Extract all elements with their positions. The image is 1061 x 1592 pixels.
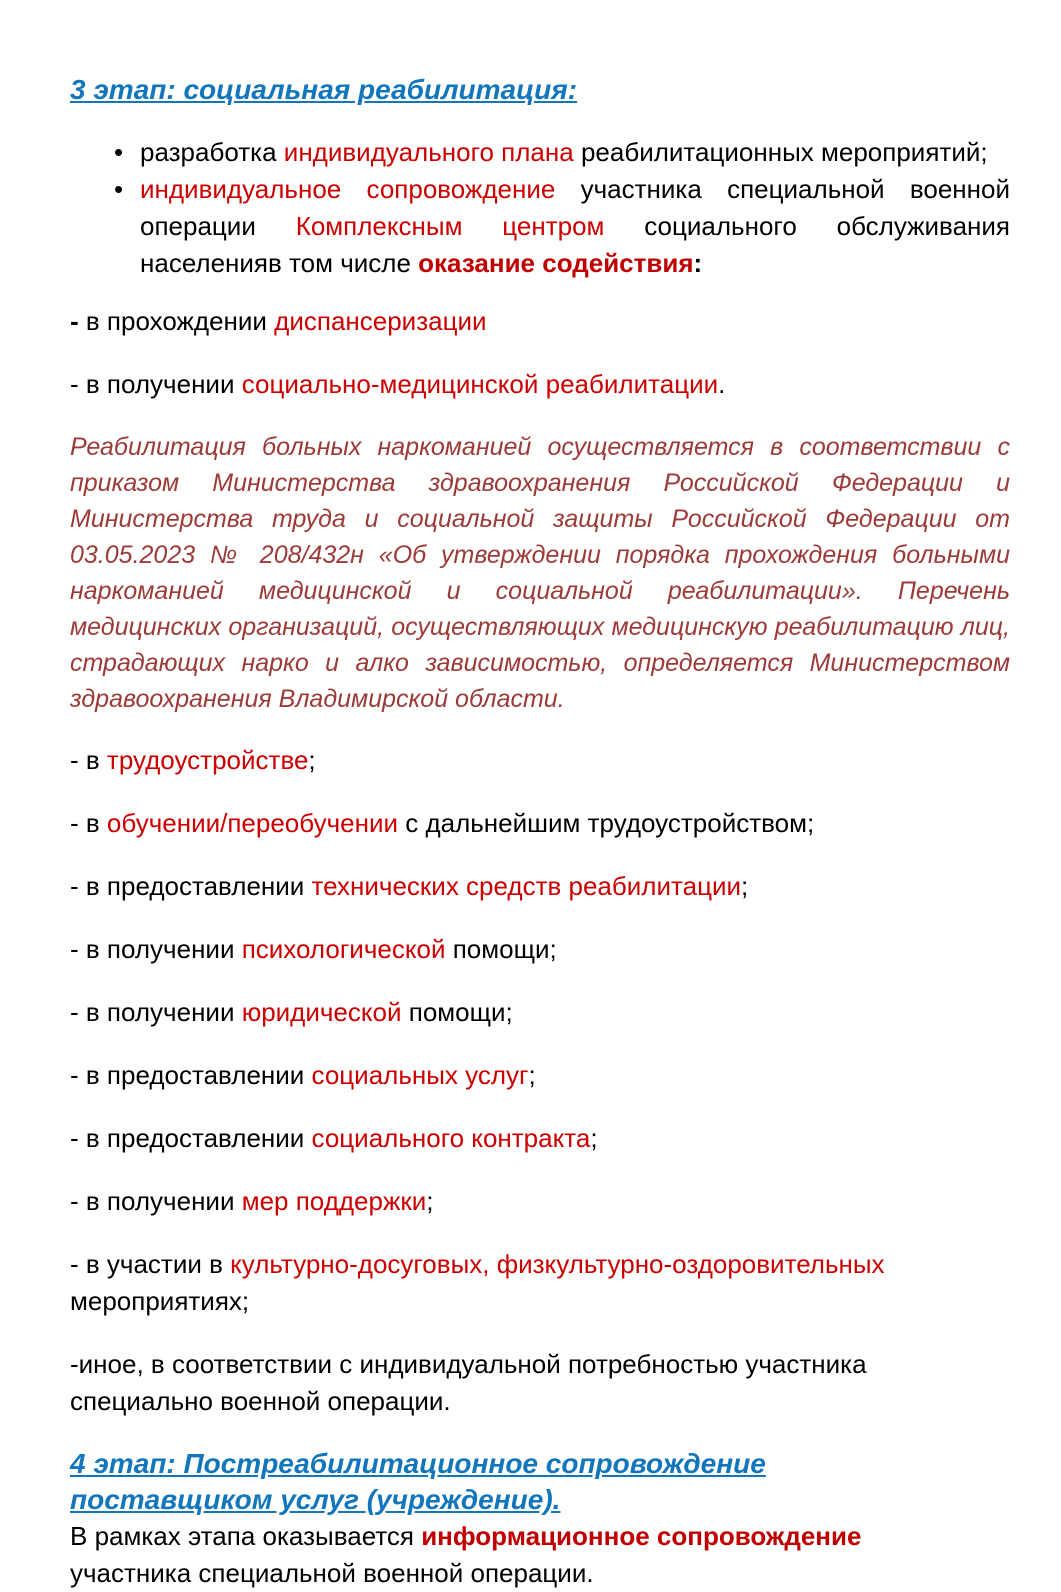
highlight-red: обучении/переобучении (106, 808, 398, 838)
dash-text: . (718, 369, 726, 399)
highlight-red: социально-медицинской реабилитации (241, 369, 719, 399)
dash-item (70, 994, 1010, 1031)
dash-text: ; (528, 1060, 536, 1090)
dash-text: - в предоставлении (70, 1060, 312, 1090)
bullet-text: участника специальной военной операции (140, 174, 1010, 241)
highlight-red: мер поддержки (241, 1186, 427, 1216)
bullet-icon: • (114, 137, 124, 167)
dash-text: помощи; (401, 997, 513, 1027)
highlight-red: социальных услуг (311, 1060, 529, 1090)
dash-text: - в (70, 808, 107, 838)
dash-item (70, 868, 1010, 905)
dash-item (70, 805, 1010, 842)
dash-text: ; (308, 745, 316, 775)
bullet-text: : (693, 248, 703, 278)
dash-item (70, 931, 1010, 968)
dash-text: мероприятиях; (70, 1286, 250, 1316)
bullet-item-plan (70, 134, 1010, 171)
note-paragraph: Реабилитация больных наркоманией осуществляется в соответствии с приказом Министерства здравоохранения Российской Федерации и Министерства труда и социальной защиты Российской Федерации от 03.05.2023 № 208/432н «Об утверждении порядка прохождения больными наркоманией медицинской и социальной реабилитации». Перечень медицинских организаций, осуществляющих медицинскую реабилитацию лиц, страдающих нарко и алко зависимостью, определяется Министерством здравоохранения Владимирской области. (70, 433, 1010, 713)
highlight-red: социального контракта (311, 1123, 591, 1153)
emphasis-bold-red: информационное сопровождение (421, 1521, 862, 1551)
bullet-item-soprovozhdenie (70, 171, 1010, 282)
dash-text: с дальнейшим трудоустройством; (398, 808, 815, 838)
dash-text: - в предоставлении (70, 871, 312, 901)
highlight-red: культурно-досуговых, физкультурно-оздоровительных (230, 1249, 885, 1279)
dash-text: в прохождении (85, 306, 275, 336)
dash-text: - в (70, 745, 107, 775)
stage4-heading: 4 этап: Постреабилитационное сопровождение поставщиком услуг (учреждение). (70, 1448, 766, 1515)
dash-text: - в предоставлении (70, 1123, 312, 1153)
highlight-red: диспансеризации (274, 306, 487, 336)
dash-text: - в получении (70, 369, 242, 399)
stage3-bullet-list (70, 134, 1010, 282)
dash-item-other: -иное, в соответствии с индивидуальной потребностью участника специально военной операции. (70, 1349, 867, 1416)
highlight-red: индивидуального плана (283, 137, 574, 167)
highlight-red: психологической (241, 934, 446, 964)
dash-text: - в получении (70, 1186, 242, 1216)
highlight-red: Комплексным центром (295, 211, 605, 241)
dash-text: - в получении (70, 997, 242, 1027)
bullet-icon: • (114, 174, 124, 204)
dash-text: помощи; (445, 934, 557, 964)
dash-text: - в участии в (70, 1249, 231, 1279)
dash-item-socmed (70, 366, 1010, 403)
highlight-red: технических средств реабилитации (311, 871, 742, 901)
body-text: участника специальной военной операции. (70, 1558, 594, 1588)
highlight-red: индивидуальное сопровождение (140, 174, 556, 204)
dash-item (70, 1183, 1010, 1220)
stage4-body (70, 1518, 930, 1592)
highlight-red: юридической (241, 997, 402, 1027)
stage3-heading: 3 этап: социальная реабилитация: (70, 74, 578, 105)
body-text: В рамках этапа оказывается (70, 1521, 422, 1551)
dash-text: ; (741, 871, 749, 901)
dash-text: - в получении (70, 934, 242, 964)
dash-item-dispanserizacia (70, 303, 1010, 340)
dash-text: ; (590, 1123, 598, 1153)
dash-text: ; (426, 1186, 434, 1216)
dash-item (70, 742, 1010, 779)
dash-item (70, 1246, 1010, 1320)
dash-marker: - (70, 306, 86, 336)
bullet-text: социального обслуживания населенияв том числе (140, 211, 1010, 278)
highlight-red: трудоустройстве (106, 745, 309, 775)
dash-item (70, 1120, 1010, 1157)
dash-item (70, 1057, 1010, 1094)
emphasis-bold-red: оказание содействия (418, 248, 694, 278)
bullet-text: разработка (140, 137, 284, 167)
bullet-text: реабилитационных мероприятий; (573, 137, 988, 167)
